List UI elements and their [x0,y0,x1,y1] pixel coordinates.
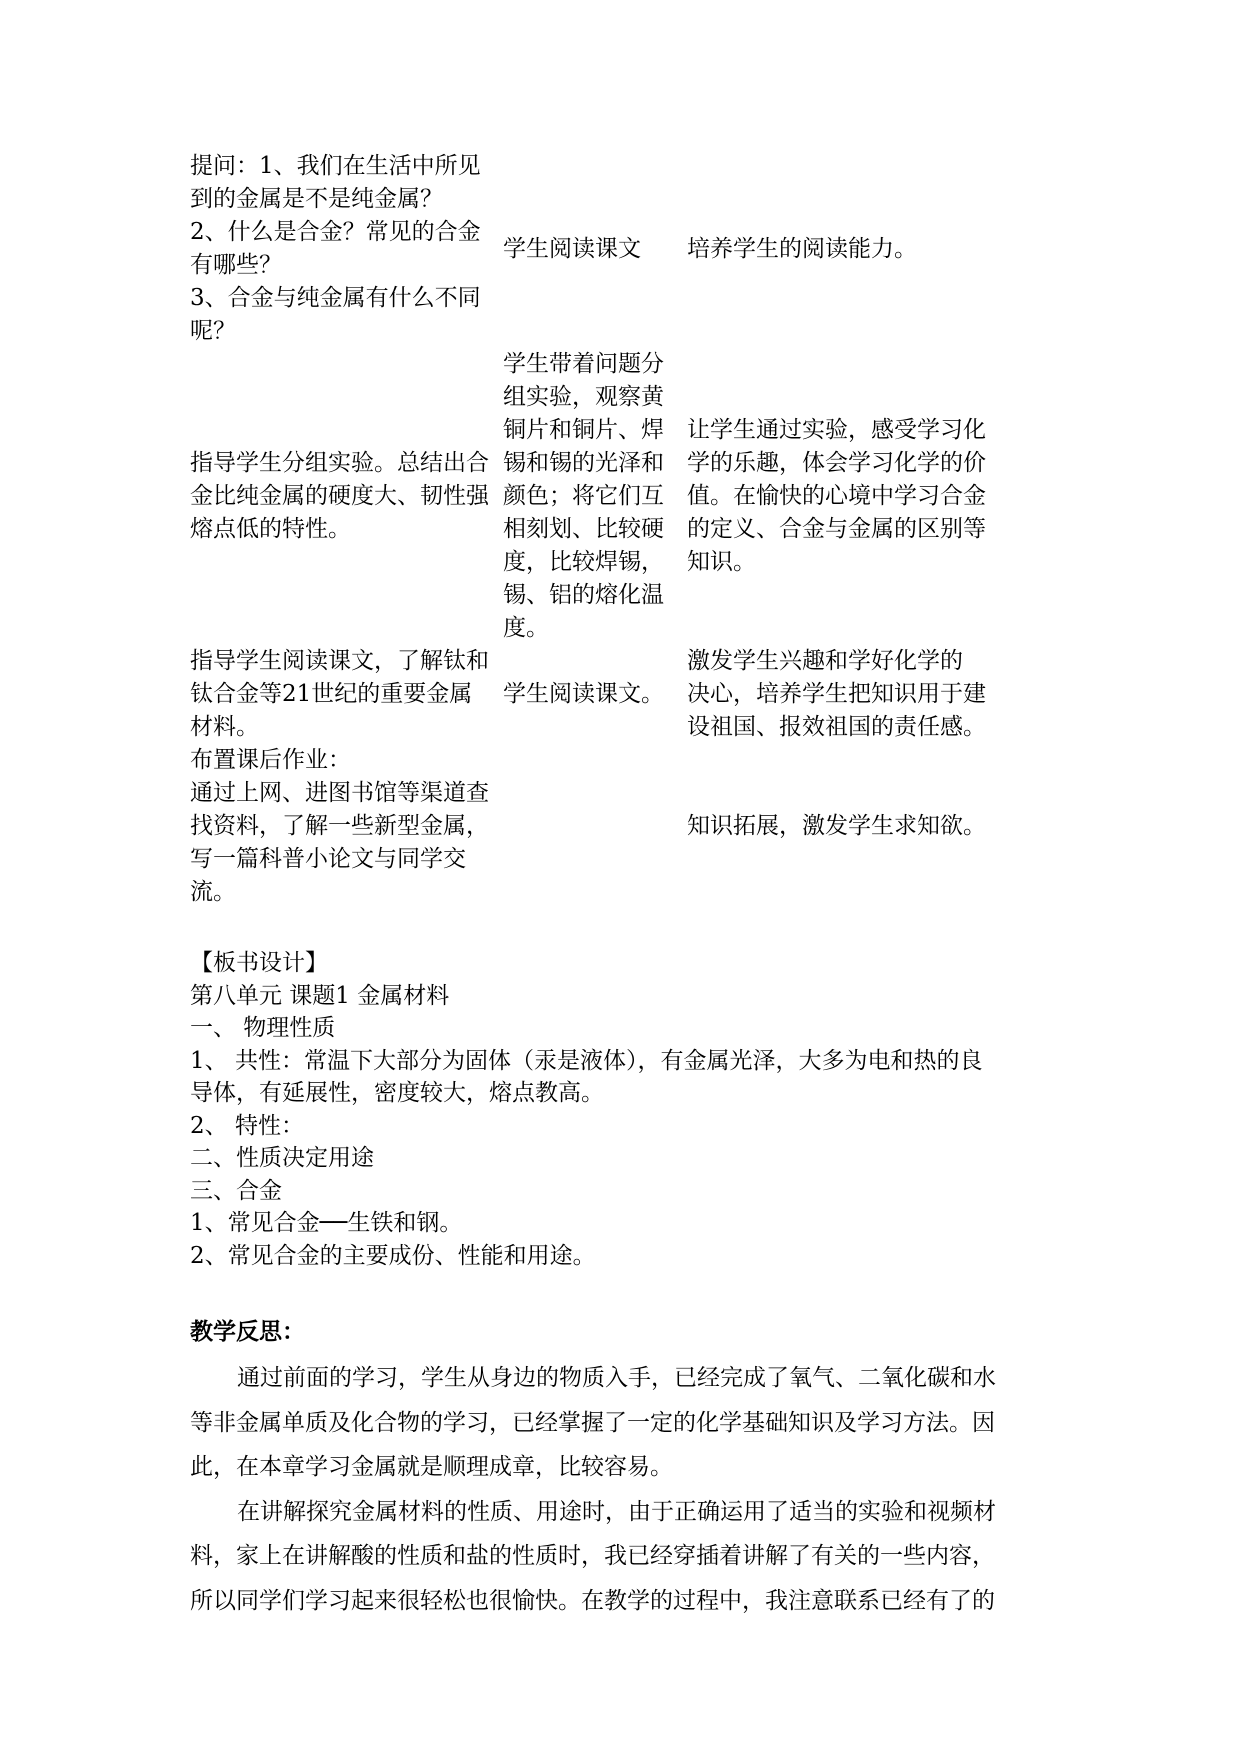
board-line: 二、性质决定用途 [190,1145,374,1171]
board-heading: 【板书设计】 [190,950,328,976]
board-line: 第八单元 课题1 金属材料 [190,982,450,1009]
paragraph-line: 通过前面的学习，学生从身边的物质入手，已经完成了氧气、二氧化碳和水 [237,1365,996,1391]
student-activity-cell [503,678,687,711]
reflection-paragraph [190,1356,1070,1490]
cell-line: 提问：1、我们在生活中所见 [190,153,481,179]
cell-line: 材料。 [190,714,259,740]
cell-line: 知识拓展，激发学生求知欲。 [687,813,986,839]
cell-line: 组实验，观察黄 [503,384,664,410]
table-row [190,150,1070,348]
cell-line: 决心，培养学生把知识用于建 [687,681,986,707]
design-intent-cell [687,233,1070,266]
cell-line: 呢？ [190,318,236,344]
cell-line: 设祖国、报效祖国的责任感。 [687,714,986,740]
board-line: 三、合金 [190,1177,282,1204]
cell-line: 激发学生兴趣和学好化学的 [687,648,963,674]
cell-line: 学生阅读课文 [503,235,641,262]
cell-line: 熔点低的特性。 [190,516,351,542]
lesson-table [190,150,1070,909]
cell-line: 相刻划、比较硬 [503,516,664,542]
board-line: 2、 特性： [190,1112,304,1139]
reflection-section [190,1312,1070,1623]
cell-line: 流。 [190,879,236,905]
cell-line: 的定义、合金与金属的区别等 [687,516,986,542]
paragraph-line: 料，家上在讲解酸的性质和盐的性质时，我已经穿插着讲解了有关的一些内容， [190,1543,995,1569]
table-row [190,645,1070,744]
document-page [190,150,1070,1623]
board-line: 2、常见合金的主要成份、性能和用途。 [190,1242,596,1269]
cell-line: 3、合金与纯金属有什么不同 [190,285,481,311]
cell-line: 学生带着问题分 [503,351,664,377]
cell-line: 金比纯金属的硬度大、韧性强 [190,483,489,509]
teacher-activity-cell [190,744,503,909]
design-intent-cell [687,645,1070,744]
cell-line: 钛合金等21世纪的重要金属 [190,681,473,707]
reflection-paragraph [190,1490,1070,1624]
board-design-section [190,947,1070,1272]
table-row [190,744,1070,909]
paragraph-line: 在讲解探究金属材料的性质、用途时，由于正确运用了适当的实验和视频材 [237,1498,996,1525]
student-activity-cell [503,233,687,266]
cell-line: 布置课后作业： [190,747,351,773]
board-line: 1、 共性：常温下大部分为固体（汞是液体），有金属光泽，大多为电和热的良 [190,1047,983,1074]
teacher-activity-cell [190,447,503,546]
teacher-activity-cell [190,150,503,348]
paragraph-line: 所以同学们学习起来很轻松也很愉快。在教学的过程中，我注意联系已经有了的 [190,1587,995,1614]
cell-line: 指导学生分组实验。总结出合 [190,450,489,476]
cell-line: 学的乐趣，体会学习化学的价 [687,450,986,476]
cell-line: 让学生通过实验，感受学习化 [687,417,986,443]
table-row [190,348,1070,645]
cell-line: 指导学生阅读课文，了解钛和 [190,648,489,674]
cell-line: 找资料，了解一些新型金属， [190,813,489,839]
board-line: 一、 物理性质 [190,1015,336,1041]
cell-line: 到的金属是不是纯金属？ [190,186,443,212]
cell-line: 度。 [503,615,549,641]
board-line: 导体，有延展性，密度较大，熔点教高。 [190,1080,604,1106]
cell-line: 有哪些？ [190,252,282,278]
student-activity-cell [503,348,687,645]
paragraph-line: 等非金属单质及化合物的学习，已经掌握了一定的化学基础知识及学习方法。因 [190,1409,995,1436]
cell-line: 2、什么是合金？常见的合金 [190,219,481,245]
board-line: 1、常见合金──生铁和钢。 [190,1210,463,1236]
cell-line: 学生阅读课文。 [503,681,664,707]
reflection-title: 教学反思： [190,1318,305,1345]
design-intent-cell [687,414,1070,579]
cell-line: 培养学生的阅读能力。 [687,235,917,262]
cell-line: 颜色；将它们互 [503,483,664,509]
paragraph-line: 此，在本章学习金属就是顺理成章，比较容易。 [190,1454,673,1480]
design-intent-cell [687,810,1070,843]
cell-line: 知识。 [687,549,756,575]
cell-line: 度，比较焊锡， [503,549,664,575]
cell-line: 写一篇科普小论文与同学交 [190,846,466,872]
cell-line: 通过上网、进图书馆等渠道查 [190,780,489,806]
teacher-activity-cell [190,645,503,744]
cell-line: 锡、铝的熔化温 [503,582,664,608]
cell-line: 锡和锡的光泽和 [503,450,664,476]
cell-line: 铜片和铜片、焊 [503,417,664,443]
cell-line: 值。在愉快的心境中学习合金 [687,483,986,509]
